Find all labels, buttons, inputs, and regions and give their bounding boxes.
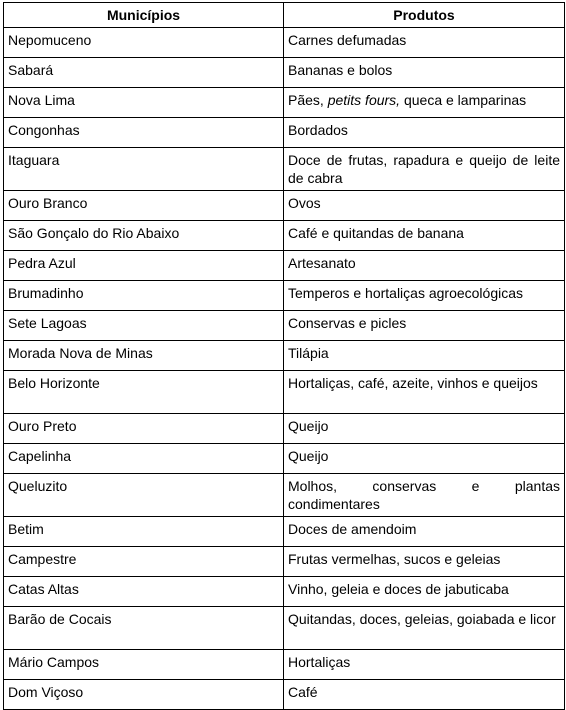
table-row [4, 517, 565, 547]
municipio-cell: Ouro Branco [4, 191, 284, 221]
table-row [4, 547, 565, 577]
produtos-cell: Bananas e bolos [284, 58, 565, 88]
produtos-cell: Frutas vermelhas, sucos e geleias [284, 547, 565, 577]
produtos-cell: Hortaliças [284, 650, 565, 680]
produtos-italic-text: petits fours, [327, 92, 401, 108]
produtos-cell: Carnes defumadas [284, 28, 565, 58]
table-row [4, 371, 565, 414]
municipio-cell: Brumadinho [4, 281, 284, 311]
produtos-cell: Café [284, 680, 565, 710]
produtos-cell: Café e quitandas de banana [284, 221, 565, 251]
municipio-cell: Pedra Azul [4, 251, 284, 281]
produtos-cell: Hortaliças, café, azeite, vinhos e queijos [284, 371, 565, 414]
produtos-cell: Artesanato [284, 251, 565, 281]
municipio-cell: Ouro Preto [4, 414, 284, 444]
municipio-cell: Queluzito [4, 474, 284, 517]
municipio-cell: Dom Viçoso [4, 680, 284, 710]
municipio-cell: Sete Lagoas [4, 311, 284, 341]
municipio-cell: Morada Nova de Minas [4, 341, 284, 371]
produtos-cell: Vinho, geleia e doces de jabuticaba [284, 577, 565, 607]
municipios-produtos-table [3, 2, 565, 710]
table-row [4, 28, 565, 58]
header-row [4, 3, 565, 28]
header-municipios: Municípios [4, 3, 284, 28]
municipio-cell: Itaguara [4, 148, 284, 191]
produtos-cell: Conservas e picles [284, 311, 565, 341]
produtos-cell: Queijo [284, 444, 565, 474]
table-row [4, 444, 565, 474]
municipio-cell: Barão de Cocais [4, 607, 284, 650]
table-row [4, 311, 565, 341]
table-row [4, 58, 565, 88]
table-row [4, 341, 565, 371]
produtos-cell: Bordados [284, 118, 565, 148]
table-row [4, 281, 565, 311]
table-row [4, 191, 565, 221]
table-row [4, 221, 565, 251]
produtos-cell: Quitandas, doces, geleias, goiabada e licor [284, 607, 565, 650]
produtos-cell: Doces de amendoim [284, 517, 565, 547]
municipio-cell: São Gonçalo do Rio Abaixo [4, 221, 284, 251]
produtos-cell: Tilápia [284, 341, 565, 371]
produtos-cell [284, 88, 565, 118]
table-row [4, 474, 565, 517]
municipio-cell: Catas Altas [4, 577, 284, 607]
header-produtos: Produtos [284, 3, 565, 28]
table-row [4, 251, 565, 281]
produtos-text: Pães, [288, 92, 328, 108]
table-row [4, 414, 565, 444]
municipio-cell: Sabará [4, 58, 284, 88]
table-row [4, 607, 565, 650]
produtos-text: queca e lamparinas [400, 92, 527, 108]
produtos-cell: Temperos e hortaliças agroecológicas [284, 281, 565, 311]
produtos-cell: Molhos, conservas e plantas condimentares [284, 474, 565, 517]
municipio-cell: Capelinha [4, 444, 284, 474]
produtos-cell: Queijo [284, 414, 565, 444]
table-row [4, 650, 565, 680]
municipio-cell: Congonhas [4, 118, 284, 148]
municipio-cell: Betim [4, 517, 284, 547]
table-row [4, 577, 565, 607]
municipio-cell: Nova Lima [4, 88, 284, 118]
municipio-cell: Belo Horizonte [4, 371, 284, 414]
table-row [4, 88, 565, 118]
table-row [4, 680, 565, 710]
produtos-cell: Ovos [284, 191, 565, 221]
municipio-cell: Campestre [4, 547, 284, 577]
municipio-cell: Mário Campos [4, 650, 284, 680]
table-row [4, 148, 565, 191]
municipio-cell: Nepomuceno [4, 28, 284, 58]
table-row [4, 118, 565, 148]
produtos-cell: Doce de frutas, rapadura e queijo de leite de cabra [284, 148, 565, 191]
